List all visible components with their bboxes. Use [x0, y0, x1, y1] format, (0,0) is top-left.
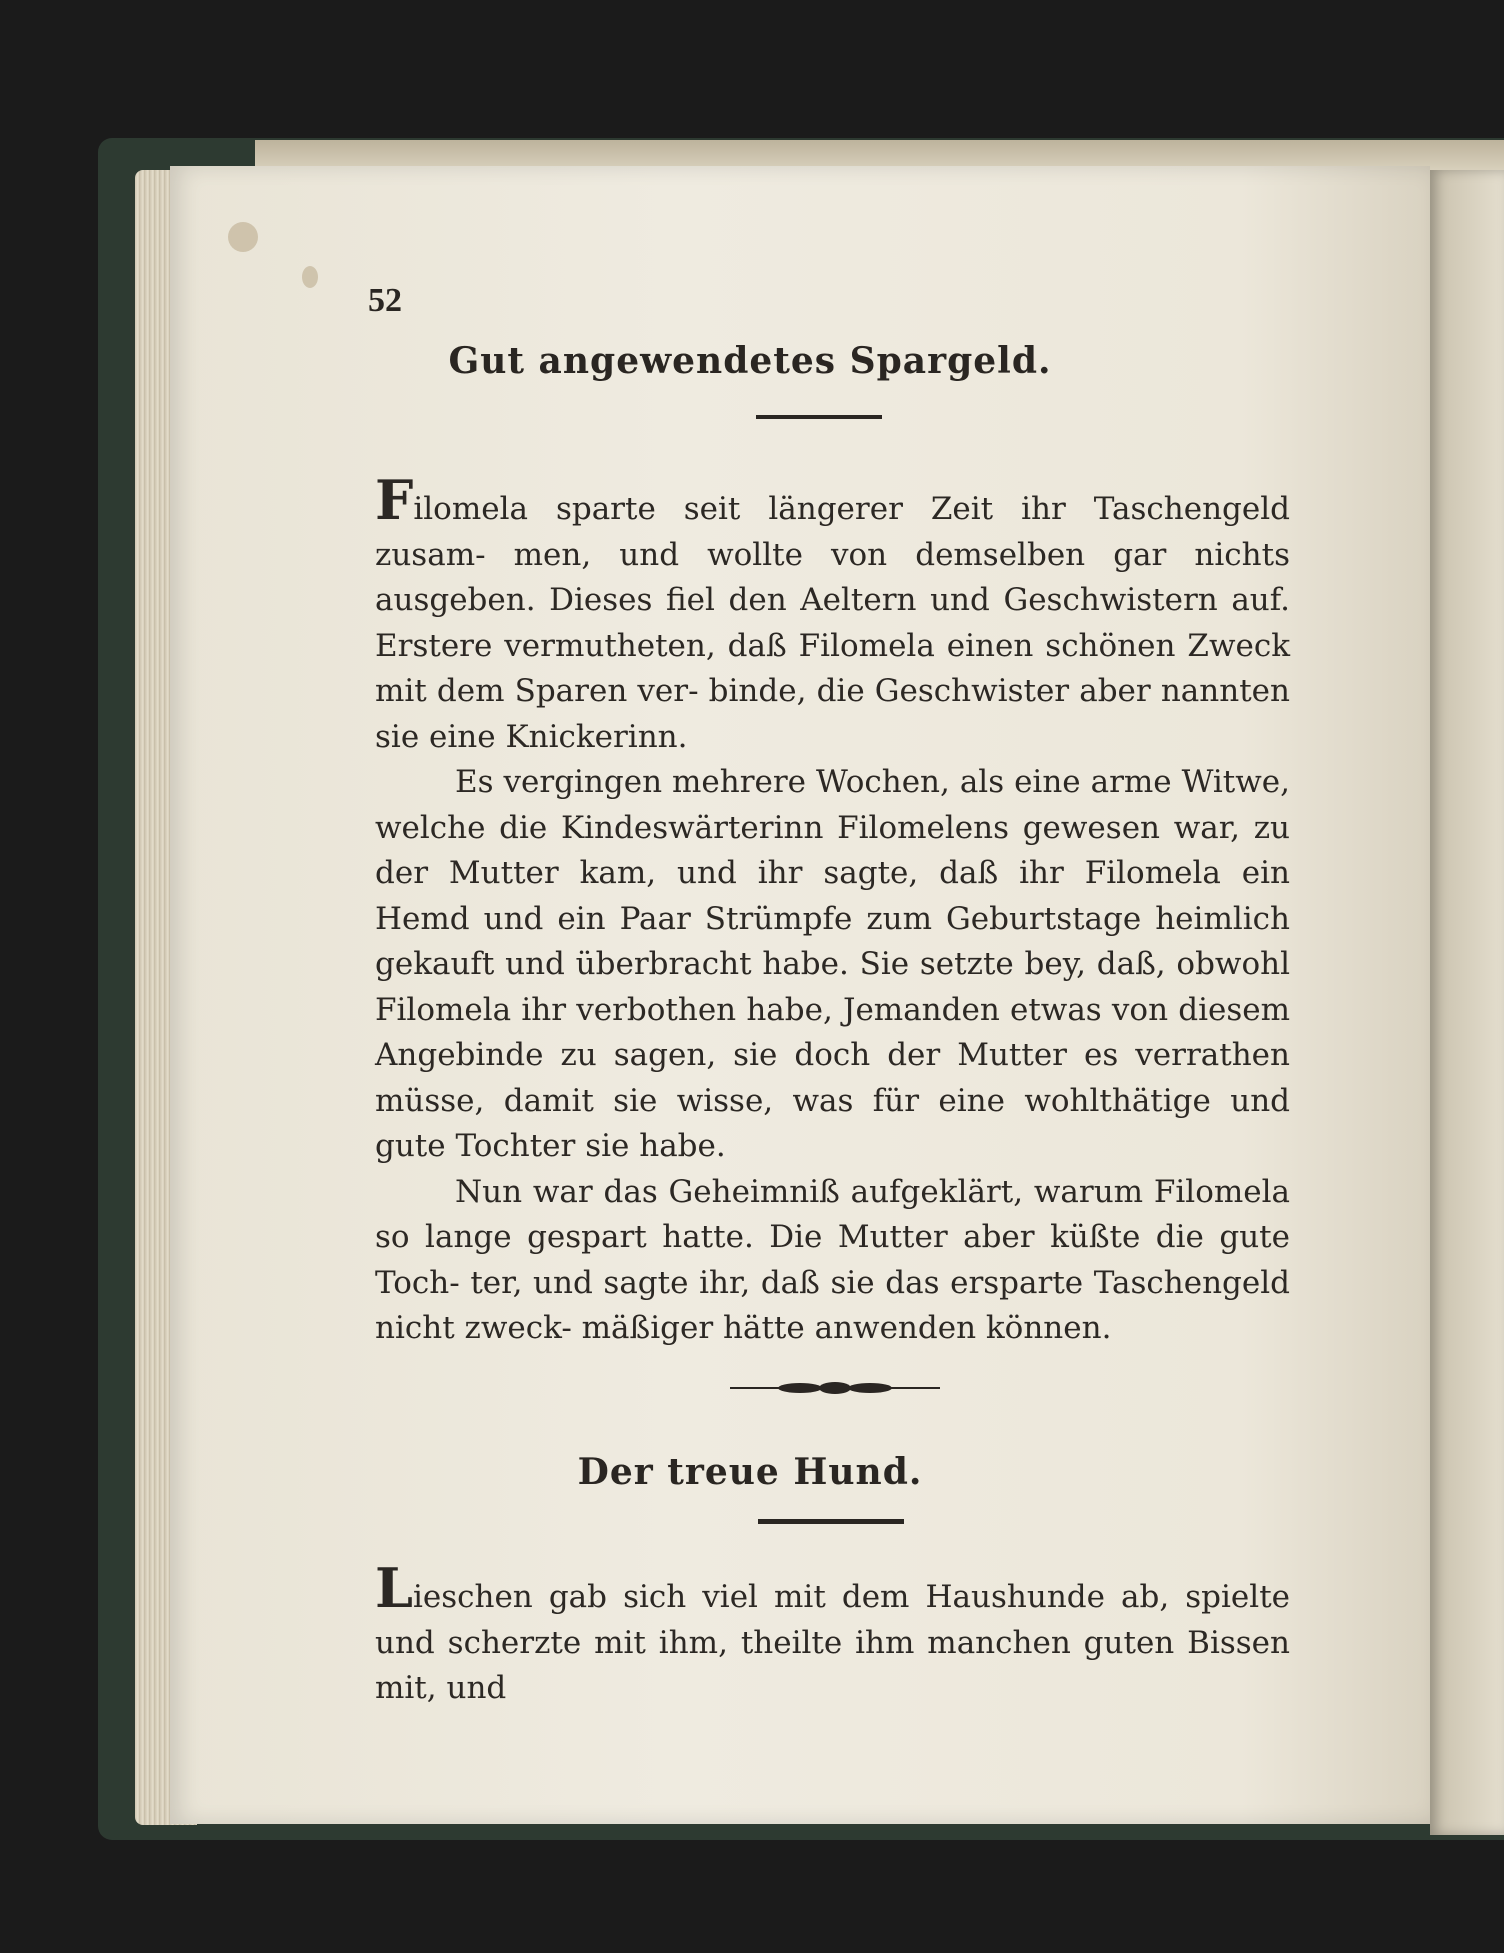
- paragraph-text: ieschen gab sich viel mit dem Haushunde ab, spielte und scherzte mit ihm, theilte ihm manchen guten Bissen mit, und: [375, 1579, 1290, 1706]
- section-divider-ornament: [730, 1376, 940, 1400]
- story-body: [375, 468, 1290, 1352]
- paragraph: Es vergingen mehrere Wochen, als eine arme Witwe, welche die Kindeswärterinn Filomelens gewesen war, zu der Mutter kam, und ihr sagte, daß ihr Filomela ein Hemd und ein Paar Strümpfe zum Geburtstage heimlich gekauft und überbracht habe. Sie setzte bey, daß, obwohl Filomela ihr verbothen habe, Jemanden etwas von diesem Angebinde zu sagen, sie doch der Mutter es verrathen müsse, damit sie wisse, was für eine wohlthätige und gute Tochter sie habe.: [375, 764, 1290, 1164]
- drop-cap: L: [375, 1556, 413, 1620]
- drop-cap: F: [375, 468, 414, 532]
- stain-mark: [228, 222, 258, 252]
- story-title: Gut angewendetes Spargeld.: [448, 340, 1052, 382]
- page-number: 52: [368, 282, 402, 319]
- paragraph: Nun war das Geheimniß aufgeklärt, warum Filomela so lange gespart hatte. Die Mutter aber küßte die gute Toch- ter, und sagte ihr, daß sie das ersparte Taschengeld nicht zweck- mäßiger hätte anwenden können.: [375, 1173, 1290, 1346]
- paragraph: [375, 468, 1290, 760]
- right-page-edge: [1430, 170, 1504, 1835]
- story-body: [375, 1556, 1290, 1712]
- story-title: Der treue Hund.: [577, 1451, 923, 1493]
- paragraph-text: ilomela sparte seit längerer Zeit ihr Taschengeld zusam- men, und wollte von demselben gar nichts ausgeben. Dieses fiel den Aeltern und Geschwistern auf. Erstere vermutheten, daß Filomela einen schönen Zweck mit dem Sparen ver- binde, die Geschwister aber nannten sie eine Knickerinn.: [375, 491, 1290, 755]
- stain-mark: [302, 266, 318, 288]
- paragraph: [375, 1556, 1290, 1712]
- title-rule: [756, 415, 882, 419]
- title-rule: [758, 1519, 904, 1524]
